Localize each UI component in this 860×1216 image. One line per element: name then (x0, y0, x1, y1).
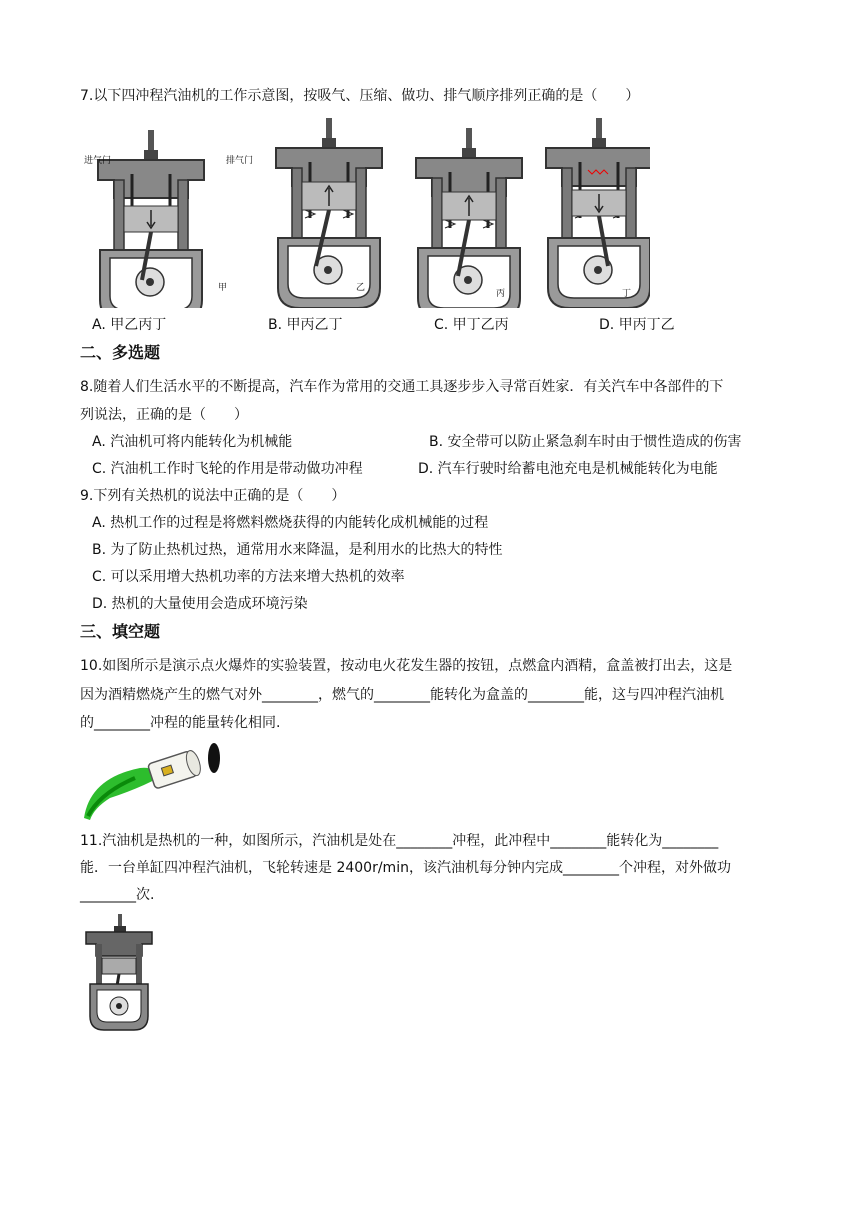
fig-label-ding: 丁 (622, 289, 632, 299)
intake-valve-label: 进气门 (84, 156, 112, 166)
fig-label-jia: 甲 (218, 283, 228, 293)
engine-stroke-figure (80, 912, 158, 1034)
q7-option-a: A. 甲乙丙丁 (92, 317, 167, 333)
q11-text-line3: ________次. (80, 887, 155, 903)
q8-option-c: C. 汽油机工作时飞轮的作用是带动做功冲程 (92, 461, 363, 477)
q11-text-line2: 能．一台单缸四冲程汽油机，飞轮转速是 2400r/min，该汽油机每分钟内完成________个冲程，对外做功 (80, 860, 731, 876)
fig-label-yi: 乙 (356, 283, 366, 293)
q9-option-d: D. 热机的大量使用会造成环境污染 (92, 596, 308, 612)
q9-option-a: A. 热机工作的过程是将燃料燃烧获得的内能转化成机械能的过程 (92, 515, 489, 531)
q7-text: 7.以下四冲程汽油机的工作示意图，按吸气、压缩、做功、排气顺序排列正确的是（ ） (80, 88, 640, 104)
q7-option-d: D. 甲丙丁乙 (599, 317, 675, 333)
q8-text-line1: 8.随着人们生活水平的不断提高，汽车作为常用的交通工具逐步步入寻常百姓家．有关汽车中各部件的下 (80, 379, 724, 395)
q9-text: 9.下列有关热机的说法中正确的是（ ） (80, 488, 346, 504)
q10-text-line3: 的________冲程的能量转化相同. (80, 715, 281, 731)
q11-text-line1: 11.汽油机是热机的一种，如图所示，汽油机是处在________冲程，此冲程中________能转化为________ (80, 833, 719, 849)
ignition-explosion-apparatus-figure (80, 738, 230, 824)
exhaust-valve-label: 排气门 (226, 156, 254, 166)
q8-text-line2: 列说法，正确的是（ ） (80, 407, 248, 423)
q10-text-line1: 10.如图所示是演示点火爆炸的实验装置，按动电火花发生器的按钮，点燃盒内酒精，盒盖被打出去，这是 (80, 658, 733, 674)
q10-text-line2: 因为酒精燃烧产生的燃气对外________，燃气的________能转化为盒盖的________能，这与四冲程汽油机 (80, 687, 724, 703)
section-heading-fill-in: 三、填空题 (80, 622, 161, 641)
fig-label-bing: 丙 (496, 289, 506, 299)
section-heading-multiple-choice: 二、多选题 (80, 343, 161, 362)
q9-option-b: B. 为了防止热机过热，通常用水来降温，是利用水的比热大的特性 (92, 542, 503, 558)
q8-option-d: D. 汽车行驶时给蓄电池充电是机械能转化为电能 (418, 461, 718, 477)
q7-option-b: B. 甲丙乙丁 (268, 317, 343, 333)
q9-option-c: C. 可以采用增大热机功率的方法来增大热机的效率 (92, 569, 405, 585)
q7-option-c: C. 甲丁乙丙 (434, 317, 509, 333)
q8-option-b: B. 安全带可以防止紧急刹车时由于惯性造成的伤害 (429, 434, 742, 450)
q8-option-a: A. 汽油机可将内能转化为机械能 (92, 434, 293, 450)
